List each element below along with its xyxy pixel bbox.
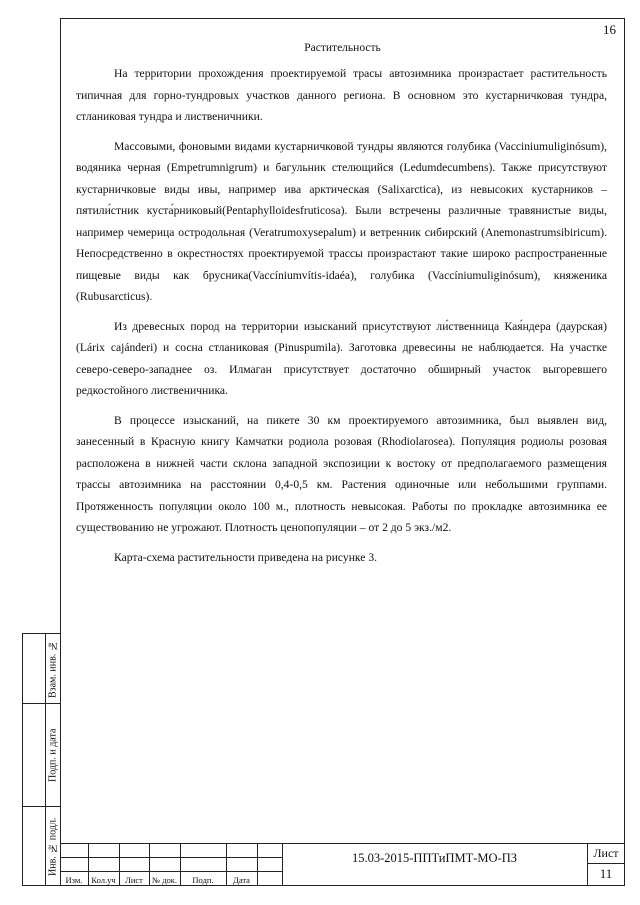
top-page-number: 16 [603,22,616,37]
col-date: Дата [233,875,250,885]
strip-label-original-inv: Инв. № подл. [47,817,59,877]
title-block-line [60,857,282,858]
strip-label-signature-date: Подп. и дата [47,728,59,783]
title-block-line [60,843,625,844]
paragraph: Из древесных пород на территории изысканий присутствуют ли́ственница Кая́ндера (даурская) (Lárix cajánderi) и сосна стланиковая (Pinuspumila). Заготовка древесины не наблюдается. На участке северо-северо-западнее оз. Илмаган присутствует достаточно обширный участок выгоревшего редкостойного лиственичника. [76,319,607,397]
col-list: Лист [125,875,143,885]
body-text [76,63,607,576]
col-doc-no: № док. [151,875,178,885]
document-code: 15.03-2015-ППТиПМТ-МО-ПЗ [351,851,518,865]
strip-label-replacement-inv: Взам. инв. № [47,640,59,698]
sheet-number: 11 [599,866,613,881]
binding-strip [22,633,60,886]
section-title: Растительность [304,42,381,54]
paragraph: Карта-схема растительности приведена на рисунке 3. [114,550,378,564]
sheet-label: Лист [593,846,619,860]
paragraph: В процессе изысканий, на пикете 30 км проектируемого автозимника, был выявлен вид, занесенный в Красную книгу Камчатки родиола розовая (Rhodiolarosea). Популяция родиолы розовая расположена в нижней части склона западной экспозиции к востоку от предполагаемого размещения трассы автозимника на расстоянии 0,4-0,5 км. Растения одиночные или небольшими группами. Протяженность популяции около 100 м., плотность невысокая. Работы по прокладке автозимника ее существованию не угрожают. Плотность ценопопуляции – от 2 до 5 экз./м2. [76,413,607,534]
col-izm: Изм. [65,875,83,885]
paragraph: Массовыми, фоновыми видами кустарничковой тундры являются голубика (Vacciniumuliginósum), водяника черная (Empetrumnigrum) и багульник стелющийся (Ledumdecumbens). Также присутствуют кустарничковые виды ивы, например ива арктическая (Salixarctica), из невысоких кустарников – пятили́стник куста́рниковый(Pentaphylloidesfruticosa). Были встречены различные травянистые виды, например чемерица остродольная (Veratrumoxysepalum) и ветренник сибирский (Anemonastrumsibiricum). Непосредственно в окрестностях проектируемой трассы произрастают такие широко распространенные пищевые виды как брусника(Vaccíniumvítis-idaéa), голубика (Vaccíniumuliginósum), княженика (Rubusarcticus). [76,139,607,303]
col-kol-uch: Кол.уч [91,875,116,885]
col-signature: Подп. [192,875,214,885]
title-block-line [257,843,258,886]
title-block-line [587,863,625,864]
paragraph: На территории прохождения проектируемой трасы автозимника произрастает растительность типичная для горно-тундровых участков данного региона. В основном это кустарничковая тундра, стланиковая тундра и лиственичники. [76,67,607,123]
title-block-line [60,871,282,872]
title-block [60,843,625,886]
